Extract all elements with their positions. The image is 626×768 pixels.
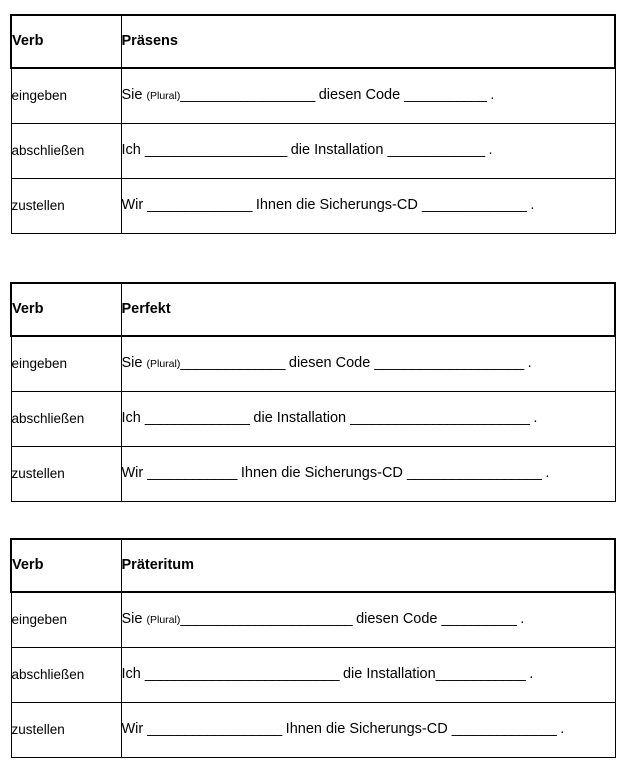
table-row xyxy=(11,179,615,234)
sentence-middle: Ihnen die Sicherungs-CD xyxy=(240,465,403,482)
sentence-cell xyxy=(121,447,615,502)
sentence-end-punctuation: . xyxy=(560,721,565,738)
table-row xyxy=(11,447,615,502)
sentence-cell xyxy=(121,124,615,179)
verb-label: zustellen xyxy=(11,447,121,502)
verb-label: zustellen xyxy=(11,703,121,758)
fill-in-blank-2[interactable]: __________ xyxy=(441,611,517,628)
sentence-end-punctuation: . xyxy=(530,197,535,214)
fill-in-blank-2[interactable]: ________________________ xyxy=(350,410,530,427)
pronoun: Ich xyxy=(121,142,141,159)
table-header-row xyxy=(11,539,615,592)
table-header-row xyxy=(11,15,615,68)
fill-in-blank-1[interactable]: ______________ xyxy=(147,197,252,214)
header-cell-verb: Verb xyxy=(11,15,121,68)
verb-label: abschließen xyxy=(11,392,121,447)
verb-table-praeteritum xyxy=(10,538,616,758)
fill-in-blank-1[interactable]: __________________ xyxy=(180,87,315,104)
fill-in-blank-1[interactable]: ______________ xyxy=(180,355,285,372)
sentence-cell xyxy=(121,336,615,392)
sentence-middle: Ihnen die Sicherungs-CD xyxy=(285,721,448,738)
table-row xyxy=(11,648,615,703)
sentence-cell xyxy=(121,703,615,758)
pronoun: Sie xyxy=(121,87,143,104)
fill-in-blank-1[interactable]: __________________ xyxy=(147,721,282,738)
verb-table-perfekt xyxy=(10,282,616,502)
table-row xyxy=(11,336,615,392)
fill-in-blank-2[interactable]: _____________ xyxy=(387,142,485,159)
fill-in-blank-2[interactable]: ____________ xyxy=(435,666,526,683)
sentence-middle: Ihnen die Sicherungs-CD xyxy=(255,197,418,214)
sentence-cell xyxy=(121,392,615,447)
sentence-cell xyxy=(121,648,615,703)
fill-in-blank-1[interactable]: ___________________ xyxy=(144,142,287,159)
pronoun-note: (Plural) xyxy=(146,90,181,103)
fill-in-blank-2[interactable]: ____________________ xyxy=(374,355,524,372)
pronoun-note: (Plural) xyxy=(146,358,181,371)
pronoun: Ich xyxy=(121,666,141,683)
fill-in-blank-2[interactable]: ______________ xyxy=(421,197,527,214)
table-header-row xyxy=(11,283,615,336)
sentence-cell xyxy=(121,179,615,234)
pronoun: Ich xyxy=(121,410,141,427)
fill-in-blank-2[interactable]: ___________ xyxy=(404,87,487,104)
fill-in-blank-1[interactable]: _______________________ xyxy=(180,611,353,628)
sentence-end-punctuation: . xyxy=(545,465,550,482)
verb-label: zustellen xyxy=(11,179,121,234)
pronoun-note: (Plural) xyxy=(146,614,181,627)
sentence-cell xyxy=(121,68,615,124)
verb-label: eingeben xyxy=(11,336,121,392)
sentence-middle: die Installation xyxy=(342,666,436,683)
verb-label: abschließen xyxy=(11,648,121,703)
pronoun: Wir xyxy=(121,465,144,482)
pronoun: Sie xyxy=(121,611,143,628)
sentence-cell xyxy=(121,592,615,648)
header-cell-verb: Verb xyxy=(11,539,121,592)
header-cell-tense: Perfekt xyxy=(121,283,615,336)
sentence-middle: die Installation xyxy=(253,410,347,427)
fill-in-blank-1[interactable]: ______________ xyxy=(144,410,250,427)
sentence-end-punctuation: . xyxy=(527,355,532,372)
sentence-end-punctuation: . xyxy=(529,666,534,683)
fill-in-blank-2[interactable]: ______________ xyxy=(451,721,557,738)
fill-in-blank-1[interactable]: __________________________ xyxy=(144,666,339,683)
verb-label: eingeben xyxy=(11,592,121,648)
verb-table-praesens xyxy=(10,14,616,234)
sentence-middle: die Installation xyxy=(290,142,384,159)
pronoun: Sie xyxy=(121,355,143,372)
table-row xyxy=(11,124,615,179)
sentence-end-punctuation: . xyxy=(520,611,525,628)
fill-in-blank-2[interactable]: __________________ xyxy=(406,465,542,482)
verb-label: abschließen xyxy=(11,124,121,179)
sentence-end-punctuation: . xyxy=(533,410,538,427)
sentence-middle: diesen Code xyxy=(288,355,371,372)
table-row xyxy=(11,592,615,648)
verb-label: eingeben xyxy=(11,68,121,124)
header-cell-verb: Verb xyxy=(11,283,121,336)
pronoun: Wir xyxy=(121,197,144,214)
sentence-end-punctuation: . xyxy=(490,87,495,104)
sentence-middle: diesen Code xyxy=(356,611,438,628)
sentence-middle: diesen Code xyxy=(318,87,401,104)
table-row xyxy=(11,703,615,758)
pronoun: Wir xyxy=(121,721,144,738)
header-cell-tense: Präteritum xyxy=(121,539,615,592)
fill-in-blank-1[interactable]: ____________ xyxy=(147,465,237,482)
table-row xyxy=(11,392,615,447)
sentence-end-punctuation: . xyxy=(488,142,493,159)
table-row xyxy=(11,68,615,124)
header-cell-tense: Präsens xyxy=(121,15,615,68)
